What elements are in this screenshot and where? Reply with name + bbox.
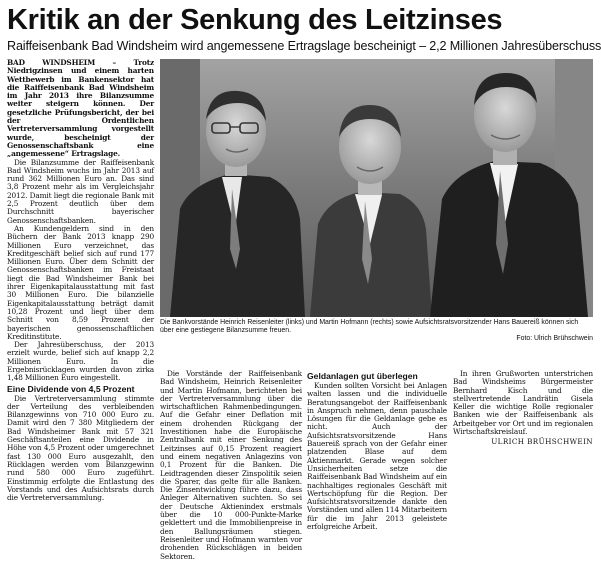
article-column-3 <box>307 370 447 532</box>
lead-text: – Trotz Niedrigzinsen und einem harten Wettbewerb im Bankensektor hat die Raiffeisenbank Bad Windsheim im Jahr 2013 ihre Bilanzsumme weiter steigern können. Der gesetzliche Prüfungsbericht, der bei der Ordentlichen Vertreterversammlung vorgestellt wurde, bescheinigt der Genossenschaftsbank eine „angemessene“ Ertragslage. <box>7 58 154 159</box>
subheading-investments: Geldanlagen gut überlegen <box>307 371 418 381</box>
paragraph-1: Die Bilanzsumme der Raiffeisenbank Bad Windsheim wuchs im Jahr 2013 auf rund 362 Millionen Euro an. Das sind 3,8 Prozent mehr als im Vergleichsjahr 2012. Damit liegt die regionale Bank mit 2,5 Prozent deutlich über dem Durchschnitt bayerischer Genossenschaftsbanken. <box>7 157 154 225</box>
headline: Kritik an der Senkung des Leitzinses <box>7 4 503 36</box>
paragraph-3: Der Jahresüberschuss, der 2013 erzielt wurde, belief sich auf knapp 2,2 Millionen Euro. In die Ergebnisrücklagen wurden davon zirka 1,48 Millionen Euro eingestellt. <box>7 340 154 383</box>
press-photo <box>160 59 593 317</box>
subheadline: Raiffeisenbank Bad Windsheim wird angemessene Ertragslage bescheinigt – 2,2 Millionen Jahresüberschuss <box>7 39 601 53</box>
subheading-dividend: Eine Dividende von 4,5 Prozent <box>7 383 135 394</box>
paragraph-7: In ihren Grußworten unterstrichen Bad Windsheims Bürgermeister Bernhard Kisch und die stellvertretende Landrätin Gisela Keller die wichtige Rolle regionaler Banken wie der Raiffeisenbank als Arbeitgeber vor Ort und im regionalen Wirtschaftskreislauf. <box>453 369 593 437</box>
article-column-2 <box>160 369 302 561</box>
byline: ULRICH BRÜHSCHWEIN <box>491 437 593 447</box>
article-column-4 <box>453 370 593 488</box>
paragraph-4: Die Vertreterversammlung stimmte der Verteilung des verbleibenden Bilanzgewinns von 710 000 Euro zu. Damit wird den 7 380 Mitgliedern der Bad Windsheimer Bank mit 57 321 Geschäftsanteilen eine Dividende in Höhe von 4,5 Prozent oder umgerechnet fast 130 000 Euro ausgezahlt, den Rücklagen werden vom Bilanzgewinn rund 580 000 Euro zugeführt. Einstimmig erfolgte die Entlastung des Vorstands und des Aufsichtsrats durch die Vertreterversammlung. <box>7 393 154 503</box>
paragraph-6: Kunden sollten Vorsicht bei Anlagen walten lassen und die individuelle Beratungsangebot der Raiffeisenbank in Anspruch nehmen, denn pauschale Lösungen für die Geldanlage gebe es nicht. Auch der Aufsichtsratsvorsitzende Hans Bauereiß sprach von der Gefahr einer platzenden Blase auf dem Aktienmarkt. Gerade wegen solcher Unsicherheiten setze die Raiffeisenbank Bad Windsheim auf ein nachhaltiges regionales Geschäft mit Wertschöpfung für die Region. Der Aufsichtsratsvorsitzende dankte den Vorständen und allen 114 Mitarbeitern für die im Jahr 2013 geleistete erfolgreiche Arbeit. <box>307 381 447 532</box>
caption-text: Die Bankvorstände Heinrich Reisenleiter (links) und Martin Hofmann (rechts) sowie Aufsichtsratsvorsitzender Hans Bauereiß können sich über eine gestiegene Bilanzsumme freuen. <box>160 319 579 334</box>
article-column-1 <box>7 58 154 503</box>
photo-illustration <box>160 59 593 317</box>
paragraph-2: An Kundengeldern sind in den Büchern der Bank 2013 knapp 290 Millionen Euro verzeichnet, das Kreditgeschäft belief sich auf rund 177 Millionen Euro. Über dem Schnitt der Genossenschaftsbanken im Freistaat liegt die Bad Windsheimer Bank bei ihrer Eigenkapitalausstattung mit fast 30 Millionen Euro. Die bilanzielle Eigenkapitalausstattung beträgt damit 10,28 Prozent und liegt über dem Schnitt von 8,59 Prozent der bayerischen genossenschaftlichen Kreditinstitute. <box>7 223 154 341</box>
lead-paragraph <box>7 59 154 159</box>
lead-place: BAD WINDSHEIM <box>7 58 96 67</box>
paragraph-5: Die Vorstände der Raiffeisenbank Bad Windsheim, Heinrich Reisenleiter und Martin Hofmann, berichteten bei der Vertreterversammlung über die wirtschaftlichen Rahmenbedingungen. Auf die Gefahr einer Deflation mit einem drohenden Rückgang der Investitionen habe die Europäische Zentralbank mit einer Senkung des Leitzinses auf 0,15 Prozent reagiert und einem negativen Anlagezins von 0,1 Prozent für die Banken. Die Leidtragenden dieser Zinspolitik seien die Sparer, das gelte für alle Banken. Die Zinsentwicklung führe dazu, dass Anleger Alternativen suchten. So sei der Deutsche Aktienindex erstmals über die 10 000-Punkte-Marke geklettert und die Immobilienpreise in den Ballungsräumen stiegen. Reisenleiter und Hofmann warnten vor drohenden Rückschlägen in beiden Sektoren. <box>160 369 302 561</box>
photo-caption <box>160 319 593 349</box>
photo-credit: Foto: Ulrich Brühschwein <box>516 335 593 342</box>
